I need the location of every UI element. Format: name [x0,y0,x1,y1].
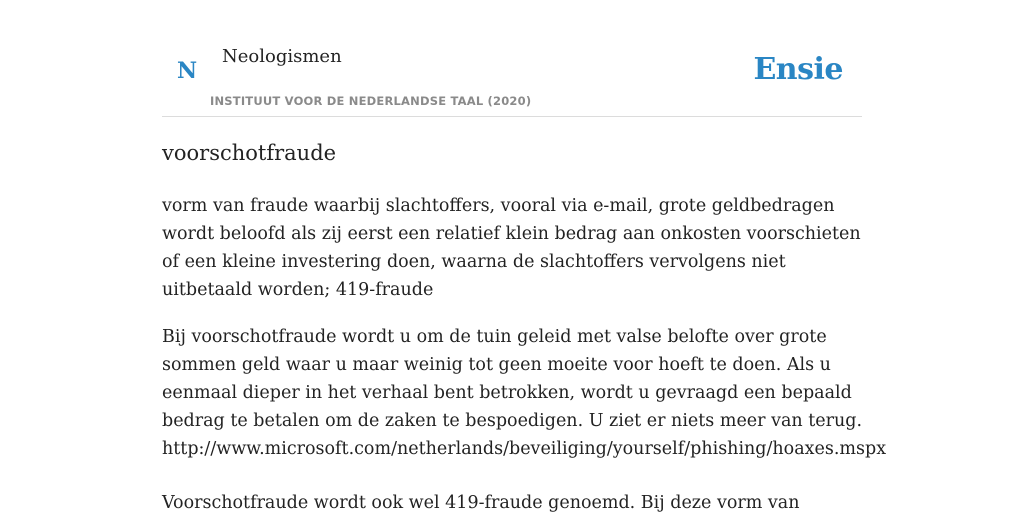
example-text: Bij voorschotfraude wordt u om de tuin geleid met valse belofte over grote sommen geld waar u maar weinig tot geen moeite voor hoeft te doen. Als u eenmaal dieper in het verhaal bent betrokken, wordt u gevraagd een bepaald bedrag te betalen om de zaken te bespoedigen. U ziet er niets meer van terug. [162,327,863,431]
ensie-logo-link[interactable]: Ensie [753,52,843,87]
source-badge: N [177,58,198,84]
source-title-link[interactable]: Neologismen [222,46,342,67]
source-header [162,0,862,117]
entry-page [162,0,887,513]
source-subtitle: INSTITUUT VOOR DE NEDERLANDSE TAAL (2020) [210,94,532,108]
example-source-url: http://www.microsoft.com/netherlands/beveiliging/yourself/phishing/hoaxes.mspx [162,439,887,459]
example-quote-2: Voorschotfraude wordt ook wel 419-fraude genoemd. Bij deze vorm van [162,493,800,513]
definition-text: vorm van fraude waarbij slachtoffers, vooral via e-mail, grote geldbedragen wordt beloofd als zij eerst een relatief klein bedrag aan onkosten voorschieten of een kleine investering doen, waarna de slachtoffers vervolgens niet uitbetaald worden; 419-fraude [162,196,861,300]
headword: voorschotfraude [162,141,337,165]
example-quote [162,323,887,463]
